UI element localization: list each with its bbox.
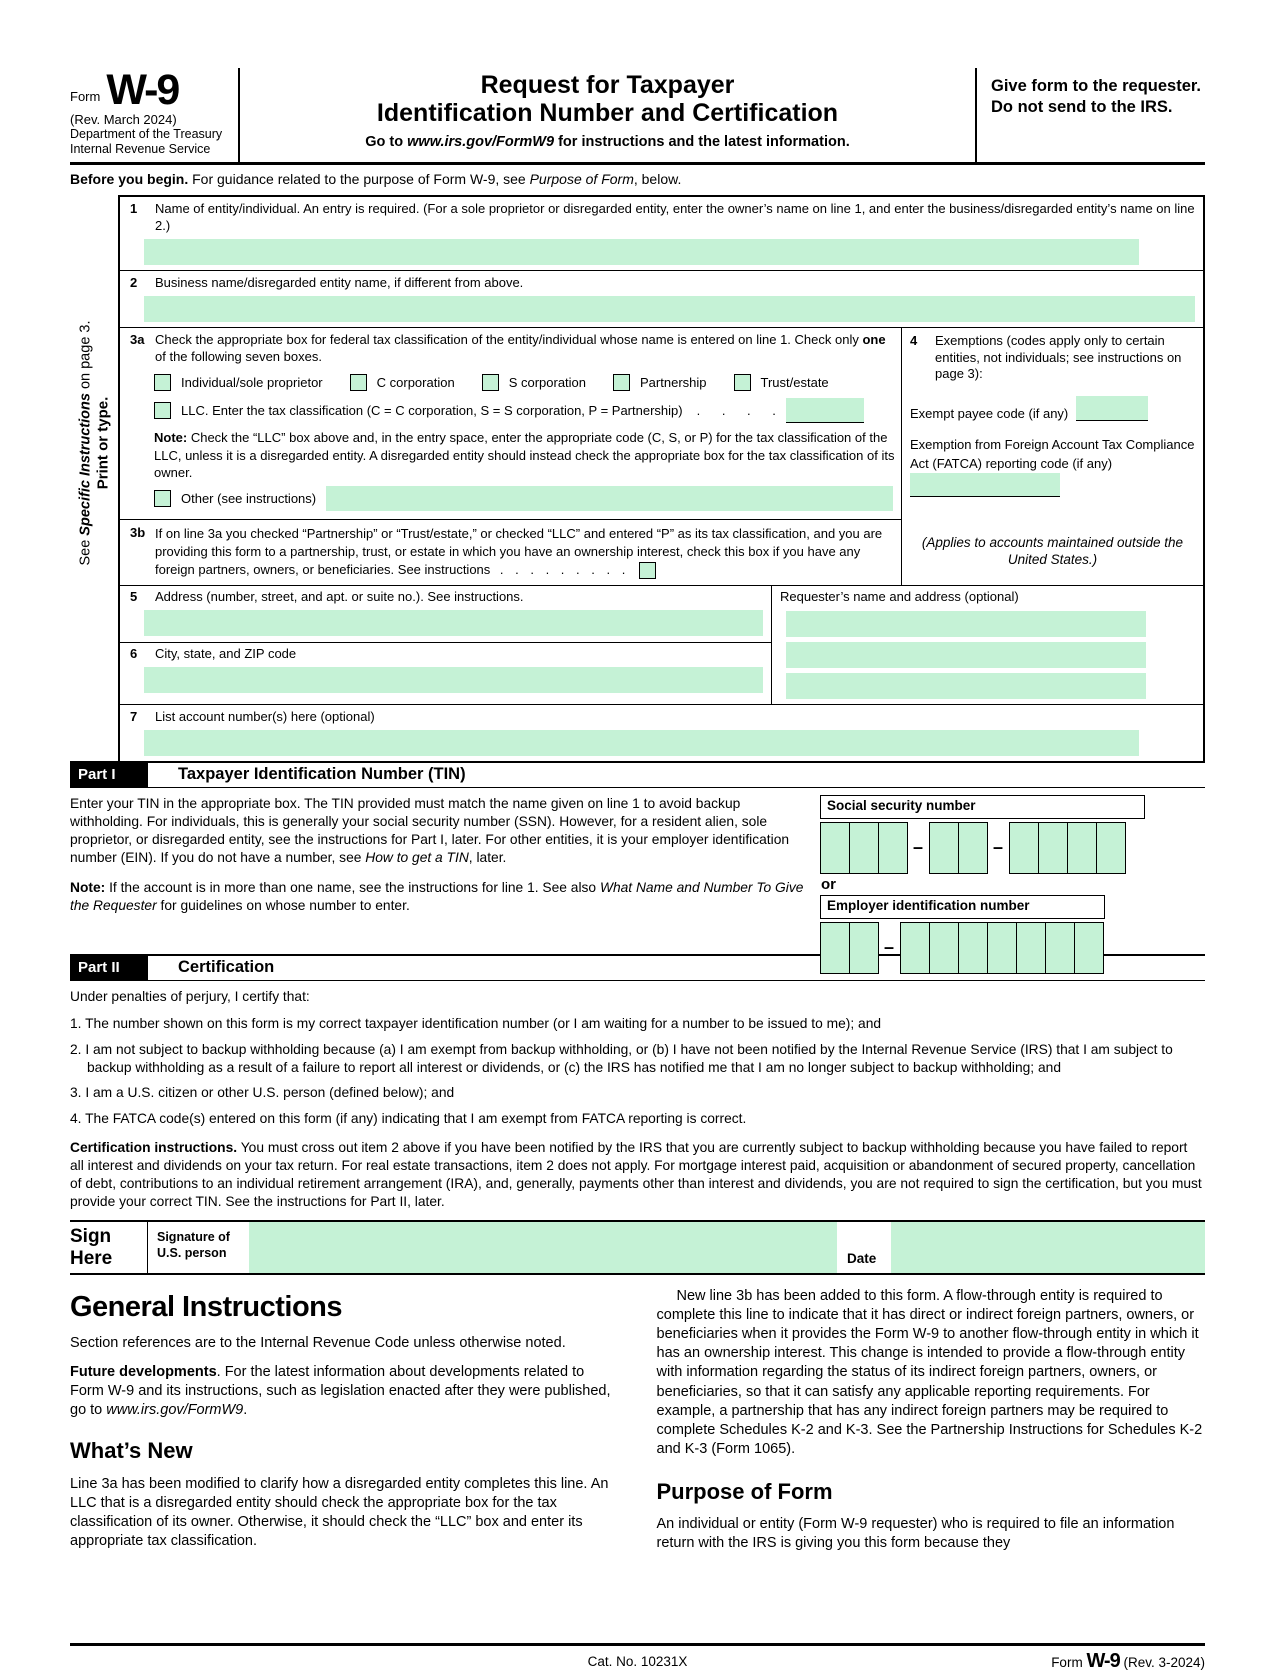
purpose-of-form-title: Purpose of Form	[656, 1479, 833, 1505]
give-form-notice: Give form to the requester. Do not send to the IRS.	[991, 77, 1201, 117]
instructions-left-column	[70, 1287, 619, 1639]
date-label: Date	[847, 1250, 877, 1266]
line-7-number: 7	[130, 708, 138, 724]
form-header	[70, 68, 1205, 165]
line-4-label: Exemptions (codes apply only to certain entities, not individuals; see instructions on page 3):	[935, 332, 1182, 382]
part-1-label: Part I	[70, 763, 148, 787]
certification-intro: Under penalties of perjury, I certify that:	[70, 988, 310, 1004]
ein-digit-box[interactable]	[1045, 922, 1075, 974]
w9-form-page	[70, 68, 1205, 1677]
llc-label: LLC. Enter the tax classification (C = C corporation, S = S corporation, P = Partnership)	[181, 403, 683, 419]
certification-item-4: 4. The FATCA code(s) entered on this form (if any) indicating that I am exempt from FATCA reporting is correct.	[70, 1111, 747, 1127]
line-3b-section	[120, 520, 901, 585]
dot-leader: . . . .	[696, 403, 776, 419]
ssn-digit-box[interactable]	[1038, 822, 1068, 874]
line-6-number: 6	[130, 645, 138, 661]
date-field[interactable]	[891, 1222, 1205, 1273]
line-3-4-block	[120, 328, 1203, 586]
catalog-number: Cat. No. 10231X	[587, 1653, 688, 1669]
line-3b-label: If on line 3a you checked “Partnership” or “Trust/estate,” or checked “LLC” and entered “P” as its tax classification, and you are providing this form to a partnership, trust, or estate in which you have an ownership interest, check this box if you have any foreign partners, owners, or beneficiaries. See instructions . . . . . . . . .	[155, 525, 893, 579]
checkbox-s-corporation[interactable]	[482, 374, 499, 391]
line-2-label: Business name/disregarded entity name, if different from above.	[155, 274, 524, 290]
ssn-digit-box[interactable]	[958, 822, 988, 874]
future-developments: Future developments. For the latest information about developments related to Form W-9 and its instructions, such as legislation enacted after they were published, go to www.irs.gov/FormW9.	[70, 1364, 611, 1419]
llc-classification-field[interactable]	[786, 398, 864, 423]
line-1-row	[120, 197, 1203, 271]
account-numbers-field[interactable]	[144, 730, 1139, 756]
ein-dash: –	[883, 937, 894, 958]
ssn-digit-box[interactable]	[878, 822, 908, 874]
form-id-block	[70, 68, 240, 162]
requester-field-1[interactable]	[786, 611, 1146, 637]
certification-instructions: Certification instructions. You must cross out item 2 above if you have been notified by the IRS that you are currently subject to backup withholding because you have failed to report all interest and dividends on your tax return. For real estate transactions, item 2 does not apply. For mortgage interest paid, acquisition or abandonment of secured property, cancellation of debt, contributions to an individual retirement arrangement (IRA), and, generally, payments other than interest and dividends, you are not required to sign the certification, but you must provide your correct TIN. See the instructions for Part II, later.	[70, 1140, 1202, 1210]
ein-digit-box[interactable]	[1016, 922, 1046, 974]
line-5-number: 5	[130, 588, 138, 604]
checkbox-llc[interactable]	[154, 402, 171, 419]
line-3a-label: Check the appropriate box for federal tax classification of the entity/individual whose name is entered on line 1. Check only one of the following seven boxes.	[155, 331, 886, 364]
sidebar-print-or-type: Print or type.	[94, 396, 111, 489]
line-1-label: Name of entity/individual. An entry is required. (For a sole proprietor or disregarded entity, enter the owner’s name on line 1, and enter the business/disregarded entity’s name on line 2.)	[155, 201, 1195, 233]
business-name-field[interactable]	[144, 296, 1195, 322]
signature-label: Signature of U.S. person	[147, 1222, 249, 1273]
ssn-digit-box[interactable]	[1067, 822, 1097, 874]
exempt-payee-code-field[interactable]	[1076, 396, 1148, 421]
ein-label: Employer identification number	[820, 895, 1105, 919]
ein-digit-box[interactable]	[958, 922, 988, 974]
part-1-bar	[70, 761, 1205, 788]
ssn-dash: –	[992, 837, 1003, 858]
part-2-label: Part II	[70, 956, 148, 980]
tin-instructions	[70, 795, 805, 954]
line-5-6-block	[120, 586, 1203, 705]
certification-item-2: 2. I am not subject to backup withholding because (a) I am exempt from backup withholding, or (b) I have not been notified by the Internal Revenue Service (IRS) that I am subject to backup withholding as a result of a failure to report all interest or dividends, or (c) the IRS has notified me that I am no longer subject to backup withholding; and	[70, 1041, 1173, 1075]
ein-digit-box[interactable]	[900, 922, 930, 974]
option-label: Trust/estate	[760, 375, 829, 391]
option-label: Partnership	[640, 375, 707, 391]
other-classification-field[interactable]	[326, 486, 893, 511]
applies-note: (Applies to accounts maintained outside the United States.)	[921, 534, 1184, 568]
ssn-digit-box[interactable]	[929, 822, 959, 874]
ssn-digit-box[interactable]	[820, 822, 850, 874]
line-4-section	[902, 328, 1203, 585]
line-3b-explanation: New line 3b has been added to this form. A flow-through entity is required to complete this line to indicate that it has direct or indirect foreign partners, owners, or beneficiaries when it provides the Form W-9 to another flow-through entity in which it has an ownership interest. This change is intended to provide a flow-through entity with information regarding the status of its indirect foreign partners, owners, or beneficiaries, so that it can satisfy any applicable reporting requirements. For example, a partnership that has any indirect foreign partners may be required to complete Schedules K-2 and K-3. See the Partnership Instructions for Schedules K-2 and K-3 (Form 1065).	[656, 1287, 1203, 1457]
exempt-payee-row	[910, 396, 1195, 421]
general-instructions-title: General Instructions	[70, 1290, 343, 1323]
form-title-block	[240, 68, 977, 162]
ssn-digit-box[interactable]	[1096, 822, 1126, 874]
ssn-digit-box[interactable]	[849, 822, 879, 874]
checkbox-partnership[interactable]	[613, 374, 630, 391]
part-2-content	[70, 981, 1205, 1220]
name-field[interactable]	[144, 239, 1139, 265]
page-footer	[70, 1643, 1205, 1677]
line-7-row	[120, 705, 1203, 761]
line-3b-number: 3b	[130, 524, 146, 540]
option-label: S corporation	[508, 375, 587, 391]
other-label: Other (see instructions)	[181, 490, 317, 506]
line-6-label: City, state, and ZIP code	[155, 645, 297, 661]
dot-leader: . . . . . . . . .	[499, 561, 626, 577]
ein-digit-box[interactable]	[820, 922, 850, 974]
line-2-row	[120, 271, 1203, 328]
footer-form-id: Form W-9 (Rev. 3-2024)	[1051, 1649, 1205, 1672]
tax-classification-options	[154, 374, 893, 391]
line-5-label: Address (number, street, and apt. or suite no.). See instructions.	[155, 588, 524, 604]
llc-option-row	[154, 398, 893, 423]
requester-label: Requester’s name and address (optional)	[780, 588, 1019, 604]
line-6-row	[120, 643, 771, 699]
print-or-type-sidebar	[70, 195, 118, 690]
line-7-label: List account number(s) here (optional)	[155, 708, 375, 724]
fatca-code-field[interactable]	[910, 473, 1060, 497]
ein-digit-box[interactable]	[987, 922, 1017, 974]
sign-here-block	[70, 1220, 1205, 1275]
purpose-of-form-text: An individual or entity (Form W-9 requester) who is required to file an information return with the IRS is giving you this form because they	[656, 1516, 1175, 1552]
or-label: or	[821, 875, 836, 893]
address-field[interactable]	[144, 610, 763, 636]
ein-digit-box[interactable]	[849, 922, 879, 974]
ssn-dash: –	[912, 837, 923, 858]
tin-paragraph: Enter your TIN in the appropriate box. The TIN provided must match the name given on line 1 to avoid backup withholding. For individuals, this is generally your social security number (SSN). However, for a resident alien, sole proprietor, or disregarded entity, see the instructions for Part I, later. For other entities, it is your employer identification number (EIN). If you do not have a number, see How to get a TIN, later.	[70, 795, 790, 865]
ein-digit-boxes	[820, 922, 1145, 974]
whats-new-title: What’s New	[70, 1438, 193, 1464]
sign-here-label: Sign Here	[70, 1225, 113, 1269]
checkbox-individual-sole-proprietor[interactable]	[154, 374, 171, 391]
form-number: W-9	[106, 66, 179, 114]
tin-boxes	[820, 795, 1145, 958]
llc-note: Note: Check the “LLC” box above and, in the entry space, enter the appropriate code (C, S, or P) for the tax classification of the LLC, unless it is a disregarded entity. A disregarded entity should instead check the appropriate box for the tax classification of its owner.	[154, 430, 895, 480]
form-title: Request for Taxpayer Identification Number and Certification	[376, 71, 839, 127]
goto-instruction: Go to www.irs.gov/FormW9 for instructions and the latest information.	[365, 134, 850, 150]
form-revision: (Rev. March 2024)	[70, 111, 177, 127]
before-you-begin: Before you begin. For guidance related to the purpose of Form W-9, see Purpose of Form, below.	[70, 171, 682, 187]
signature-field[interactable]	[249, 1222, 837, 1273]
line-4-number: 4	[910, 332, 918, 348]
checkbox-other[interactable]	[154, 490, 171, 507]
city-state-zip-field[interactable]	[144, 667, 763, 693]
ein-digit-box[interactable]	[1074, 922, 1104, 974]
checkbox-c-corporation[interactable]	[350, 374, 367, 391]
form-word: Form	[70, 88, 101, 104]
checkbox-foreign-partners[interactable]	[639, 562, 656, 579]
fatca-label: Exemption from Foreign Account Tax Compliance Act (FATCA) reporting code (if any)	[910, 437, 1195, 471]
ssn-label: Social security number	[820, 795, 1145, 819]
instructions-right-column	[657, 1287, 1206, 1639]
whats-new-text: Line 3a has been modified to clarify how a disregarded entity completes this line. An LLC that is a disregarded entity should check the appropriate box for the tax classification of its owner. Otherwise, it should check the “LLC” box and enter its appropriate tax classification.	[70, 1475, 609, 1549]
ssn-digit-box[interactable]	[1009, 822, 1039, 874]
form-fields-box	[118, 195, 1205, 761]
ein-digit-box[interactable]	[929, 922, 959, 974]
line-1-number: 1	[130, 201, 138, 216]
agency-line-1: Department of the Treasury	[70, 126, 223, 141]
exempt-payee-label: Exempt payee code (if any)	[910, 406, 1069, 422]
part-2-title: Certification	[178, 958, 275, 977]
requester-field-2[interactable]	[786, 642, 1146, 668]
line-2-number: 2	[130, 274, 138, 290]
section-references: Section references are to the Internal Revenue Code unless otherwise noted.	[70, 1334, 566, 1351]
requester-field-3[interactable]	[786, 673, 1146, 699]
part-1-content	[70, 788, 1205, 958]
irs-url: www.irs.gov/FormW9	[407, 134, 555, 150]
line-3a-section	[120, 328, 901, 520]
tin-note: Note: If the account is in more than one name, see the instructions for line 1. See also What Name and Number To Give the Requester for guidelines on whose number to enter.	[70, 880, 804, 914]
requester-section	[772, 586, 1203, 704]
certification-item-1: 1. The number shown on this form is my correct taxpayer identification number (or I am waiting for a number to be issued to me); and	[70, 1015, 882, 1031]
certification-item-3: 3. I am a U.S. citizen or other U.S. person (defined below); and	[70, 1085, 455, 1101]
fatca-row	[910, 436, 1195, 496]
other-option-row	[154, 486, 893, 511]
option-label: Individual/sole proprietor	[181, 375, 323, 391]
part-1-title: Taxpayer Identification Number (TIN)	[178, 765, 466, 784]
agency-line-2: Internal Revenue Service	[70, 141, 211, 156]
sidebar-see-instructions: See Specific Instructions on page 3.	[77, 319, 93, 566]
ssn-digit-boxes	[820, 822, 1145, 874]
line-3a-number: 3a	[130, 331, 145, 347]
instructions-section	[70, 1287, 1205, 1639]
option-label: C corporation	[376, 375, 455, 391]
checkbox-trust-estate[interactable]	[734, 374, 751, 391]
line-5-row	[120, 586, 771, 643]
